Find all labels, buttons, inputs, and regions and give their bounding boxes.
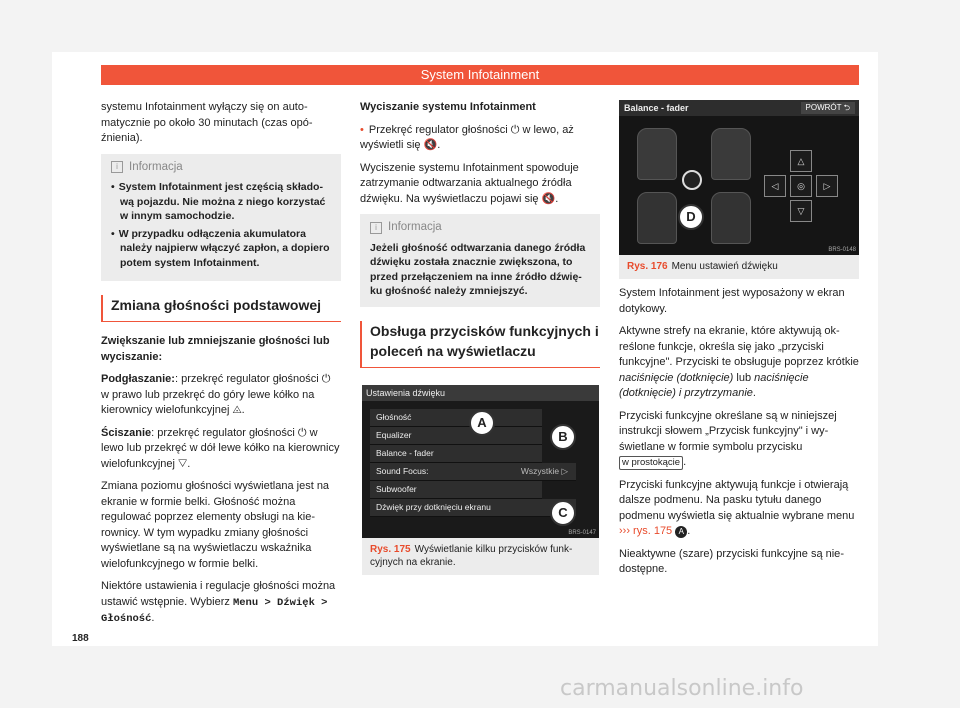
paragraph: Nieaktywne (szare) przyciski funkcyjne są niedostępne. — [619, 547, 844, 575]
info-item: • W przypadku odłączenia akumulatora należy najpierw włączyć zapłon, a dopiero potem system Infotainment. — [111, 227, 331, 271]
callout-a-marker: A — [675, 526, 687, 538]
sound-focus-value: Wszystkie ▷ — [520, 466, 568, 476]
watermark: carmanualsonline.info — [560, 676, 804, 701]
menu-item[interactable]: Sound Focus: Wszystkie ▷ — [370, 463, 576, 481]
callout-a: A — [469, 410, 495, 436]
seat-front-right — [711, 128, 751, 180]
section-title: Obsługa przycisków funkcyjnych i poleceń na wyświetlaczu — [360, 321, 600, 368]
figure-reference-link[interactable]: ››› rys. 175 — [619, 525, 673, 537]
left-arrow-icon[interactable]: ◁ — [764, 175, 786, 197]
paragraph: Aktywne strefy na ekranie, które aktywują określone funkcje, określa się jako „przyciski funkcyjne". Przyciski te obsługuje poprzez krótkie naciśnięcie (dotknięcie) lub naciśnięcie (dotknięcie) i przytrzymanie. — [619, 325, 859, 399]
info-box — [101, 154, 341, 282]
paragraph: Zwiększanie lub zmniejszanie głośności lub wyciszanie: — [101, 335, 330, 363]
menu-item[interactable]: Subwoofer — [370, 481, 542, 499]
section-title: Zmiana głośności podstawowej — [101, 295, 341, 322]
figure-175 — [362, 385, 599, 538]
screen-title: Ustawienia dźwięku — [362, 385, 599, 401]
back-button[interactable]: POWRÓT ⮌ — [801, 102, 855, 114]
bullet: • Przekręć regulator głośności ⏻ w lewo, aż wyświetli się 🔇. — [360, 123, 600, 154]
figure-code: BRS-0148 — [828, 247, 856, 253]
paragraph: Wyciszenie systemu Infotainment spowoduje zatrzymanie odtwarzania aktualnego źródła dźwięku. Na wyświetlaczu pojawi się 🔇. — [360, 161, 579, 205]
page-number: 188 — [72, 633, 89, 644]
figure-code: BRS-0147 — [568, 530, 596, 536]
callout-b: B — [550, 424, 576, 450]
info-item: • System Infotainment jest częścią składową pojazdu. Nie można z niego korzystać w innym samochodzie. — [111, 180, 331, 224]
menu-item[interactable]: Dźwięk przy dotknięciu ekranu — [370, 499, 576, 517]
page-header: System Infotainment — [101, 65, 859, 85]
seat-rear-left — [637, 192, 677, 244]
figure-176-caption: Rys. 176 Menu ustawień dźwięku — [619, 255, 859, 279]
paragraph: Niektóre ustawienia i regulacje głośności można ustawić wstępnie. Wybierz Menu > Dźwięk > Głośność. — [101, 580, 336, 625]
screen-title: Balance - fader — [619, 100, 859, 116]
center-icon[interactable]: ◎ — [790, 175, 812, 197]
intro-paragraph: systemu Infotainment wyłączy się on automatycznie po około 30 minutach (czas opóźnienia). — [101, 101, 313, 144]
menu-item[interactable]: Głośność — [370, 409, 542, 427]
seat-rear-right — [711, 192, 751, 244]
callout-c: C — [550, 500, 576, 526]
figure-176 — [619, 100, 859, 255]
menu-path: Menu > Dźwięk > Głośność — [101, 596, 328, 625]
right-arrow-icon[interactable]: ▷ — [816, 175, 838, 197]
info-box — [360, 214, 600, 307]
subsection-title: Wyciszanie systemu Infotainment — [360, 101, 536, 113]
down-arrow-icon[interactable]: ▽ — [790, 200, 812, 222]
info-title: Informacja — [129, 160, 183, 173]
info-icon: i — [370, 222, 382, 234]
function-button-symbol: w prostokącie — [619, 456, 683, 470]
column-2 — [360, 100, 600, 380]
info-icon: i — [111, 161, 123, 173]
up-arrow-icon[interactable]: △ — [790, 150, 812, 172]
column-3 — [619, 286, 859, 585]
info-text: Jeżeli głośność odtwarzania danego źródła dźwięku została znacznie zwiększona, to przed przełączeniem na inne źródło dźwięku głośność należy zmniejszyć. — [370, 241, 586, 297]
seat-front-left — [637, 128, 677, 180]
figure-175-caption: Rys. 175 Wyświetlanie kilku przycisków funkcyjnych na ekranie. — [362, 538, 599, 575]
paragraph: System Infotainment jest wyposażony w ekran dotykowy. — [619, 287, 845, 315]
menu-item[interactable]: Balance - fader — [370, 445, 542, 463]
column-1 — [101, 100, 341, 635]
paragraph: Podgłaszanie:: przekręć regulator głośności ⏻ w prawo lub przekręć do góry lewe kółko na kierownicy wielofunkcyjnej ◬. — [101, 373, 331, 416]
menu-item[interactable]: Equalizer — [370, 427, 542, 445]
balance-point-icon[interactable] — [682, 170, 702, 190]
paragraph: Przyciski funkcyjne określane są w niniejszej instrukcji słowem „Przycisk funkcyjny" i wyświetlane w formie symbolu przycisku w prostokącie . — [619, 409, 837, 468]
paragraph: Przyciski funkcyjne aktywują funkcje i otwierają dalsze podmenu. Na pasku tytułu danego podmenu wyświetla się aktualnie wybrane menu ››› rys. 175 A . — [619, 478, 855, 537]
info-title: Informacja — [388, 221, 442, 233]
callout-d: D — [678, 204, 704, 230]
paragraph: Ściszanie: przekręć regulator głośności ⏻ w lewo lub przekręć w dół lewe kółko na kierownicy wielofunkcyjnej ▽. — [101, 426, 340, 470]
paragraph: Zmiana poziomu głośności wyświetlana jest na ekranie w formie belki. Głośność można regulować poprzez elementy obsługi na kierownicy. W tym wypadku zmiany głośności wyświetlane są na wyświetlaczu wskaźnika wielofunkcyjnego w formie belki. — [101, 480, 330, 570]
